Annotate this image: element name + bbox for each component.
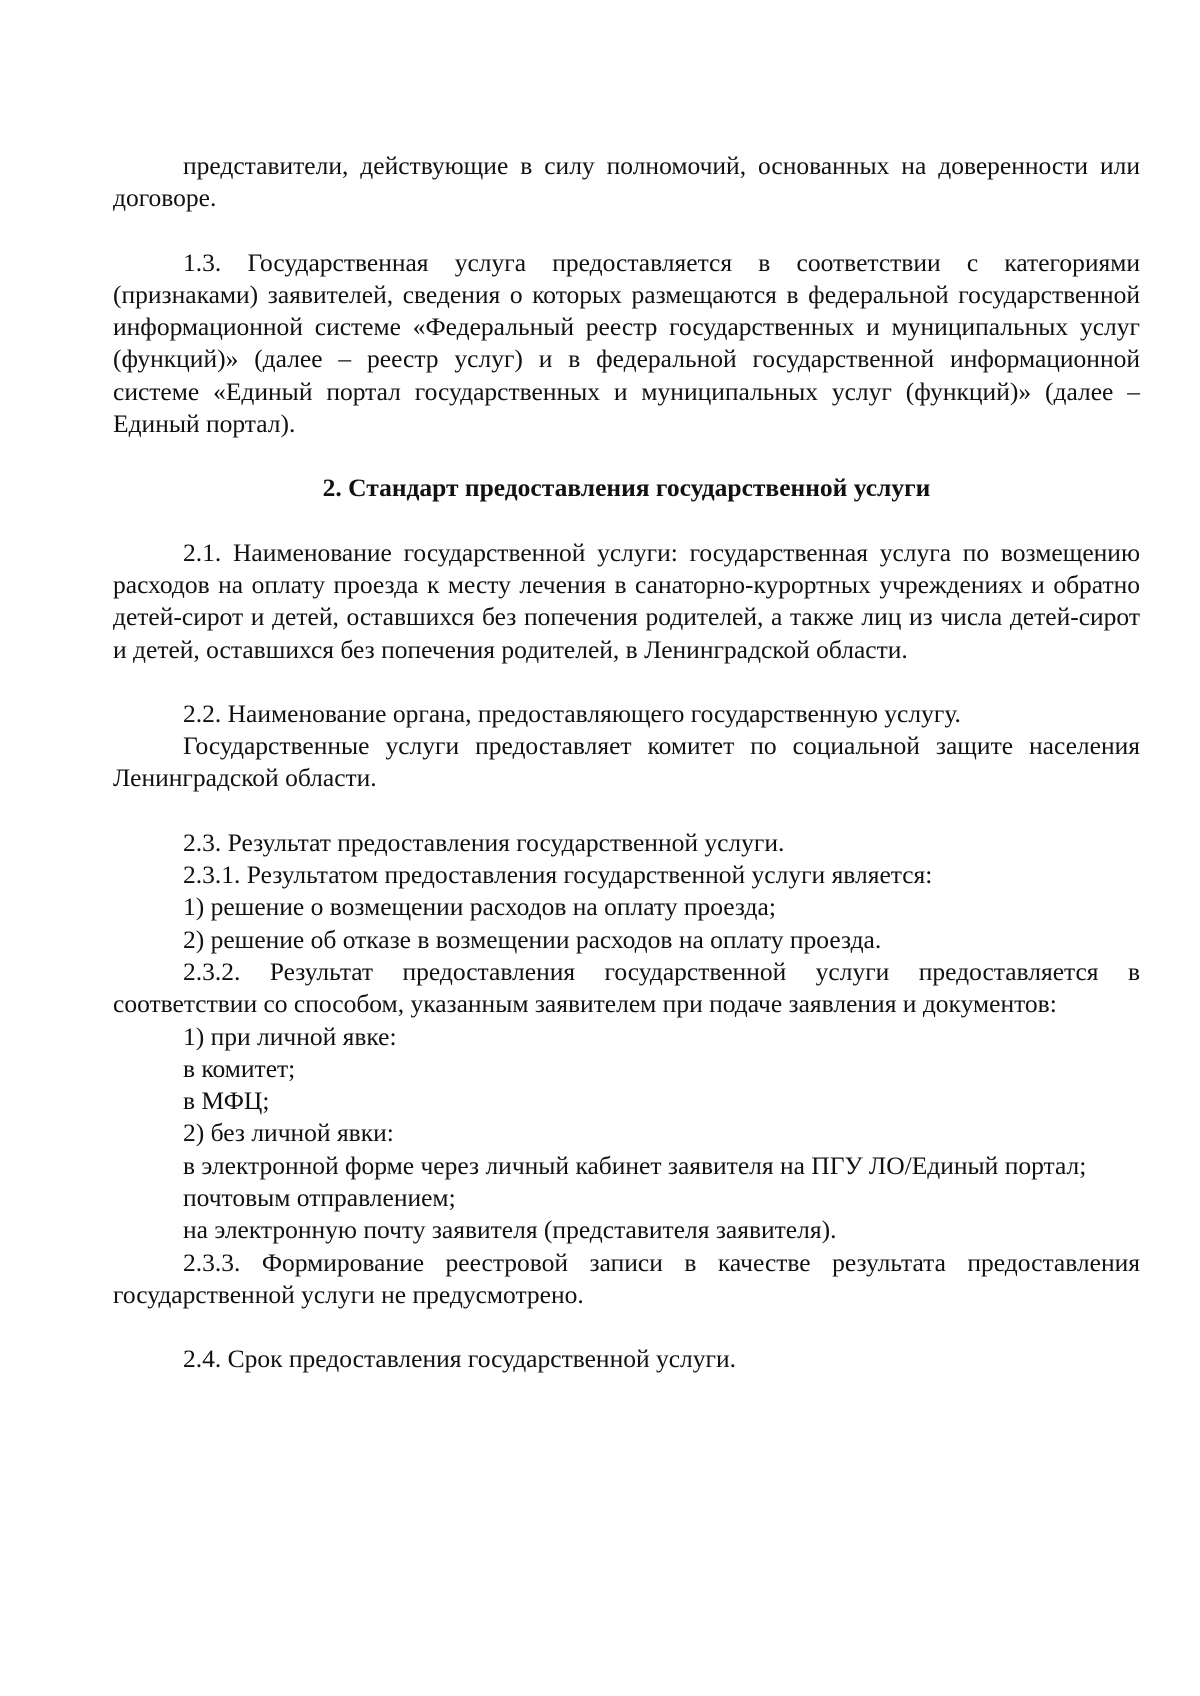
spacer	[113, 795, 1140, 827]
list-item: 1) решение о возмещении расходов на оплату проезда;	[183, 892, 776, 922]
spacer	[113, 440, 1140, 472]
list-item: на электронную почту заявителя (представителя заявителя).	[183, 1215, 837, 1245]
paragraph-2-2-body: Государственные услуги предоставляет комитет по социальной защите населения Ленинградской области.	[113, 731, 1140, 793]
list-item: почтовым отправлением;	[183, 1183, 456, 1213]
paragraph-1-3: 1.3. Государственная услуга предоставляется в соответствии с категориями (признаками) заявителей, сведения о которых размещаются в федеральной государственной информационной системе «Федеральный реестр государственных и муниципальных услуг (функций)» (далее – реестр услуг) и в федеральной государственной информационной системе «Единый портал государственных и муниципальных услуг (функций)» (далее – Единый портал).	[113, 247, 1140, 439]
paragraph-2-1: 2.1. Наименование государственной услуги: государственная услуга по возмещению расходов на оплату проезда к месту лечения в санаторно-курортных учреждениях и обратно детей-сирот и детей, оставшихся без попечения родителей, а также лиц из числа детей-сирот и детей, оставшихся без попечения родителей, в Ленинградской области.	[113, 537, 1140, 664]
paragraph-2-3: 2.3. Результат предоставления государственной услуги.	[183, 827, 785, 857]
section-heading-2: 2. Стандарт предоставления государственной услуги	[322, 473, 931, 503]
list-item: 2) без личной явки:	[183, 1118, 394, 1148]
spacer	[113, 505, 1140, 537]
spacer	[113, 666, 1140, 698]
paragraph-2-3-3: 2.3.3. Формирование реестровой записи в качестве результата предоставления государственной услуги не предусмотрено.	[113, 1247, 1140, 1309]
spacer	[113, 215, 1140, 247]
paragraph-intro: представители, действующие в силу полномочий, основанных на доверенности или договоре.	[113, 151, 1140, 213]
paragraph-2-3-1: 2.3.1. Результатом предоставления государственной услуги является:	[183, 860, 933, 890]
list-item: в МФЦ;	[183, 1086, 270, 1116]
document-body	[113, 150, 1140, 1376]
list-item: 1) при личной явке:	[183, 1021, 397, 1051]
paragraph-2-3-2: 2.3.2. Результат предоставления государственной услуги предоставляется в соответствии со способом, указанным заявителем при подаче заявления и документов:	[113, 956, 1140, 1019]
spacer	[113, 1311, 1140, 1343]
paragraph-2-2: 2.2. Наименование органа, предоставляющего государственную услугу.	[183, 698, 961, 728]
list-item: в электронной форме через личный кабинет заявителя на ПГУ ЛО/Единый портал;	[183, 1150, 1087, 1180]
list-item: 2) решение об отказе в возмещении расходов на оплату проезда.	[183, 924, 882, 954]
list-item: в комитет;	[183, 1053, 296, 1083]
paragraph-2-4: 2.4. Срок предоставления государственной услуги.	[183, 1344, 737, 1374]
